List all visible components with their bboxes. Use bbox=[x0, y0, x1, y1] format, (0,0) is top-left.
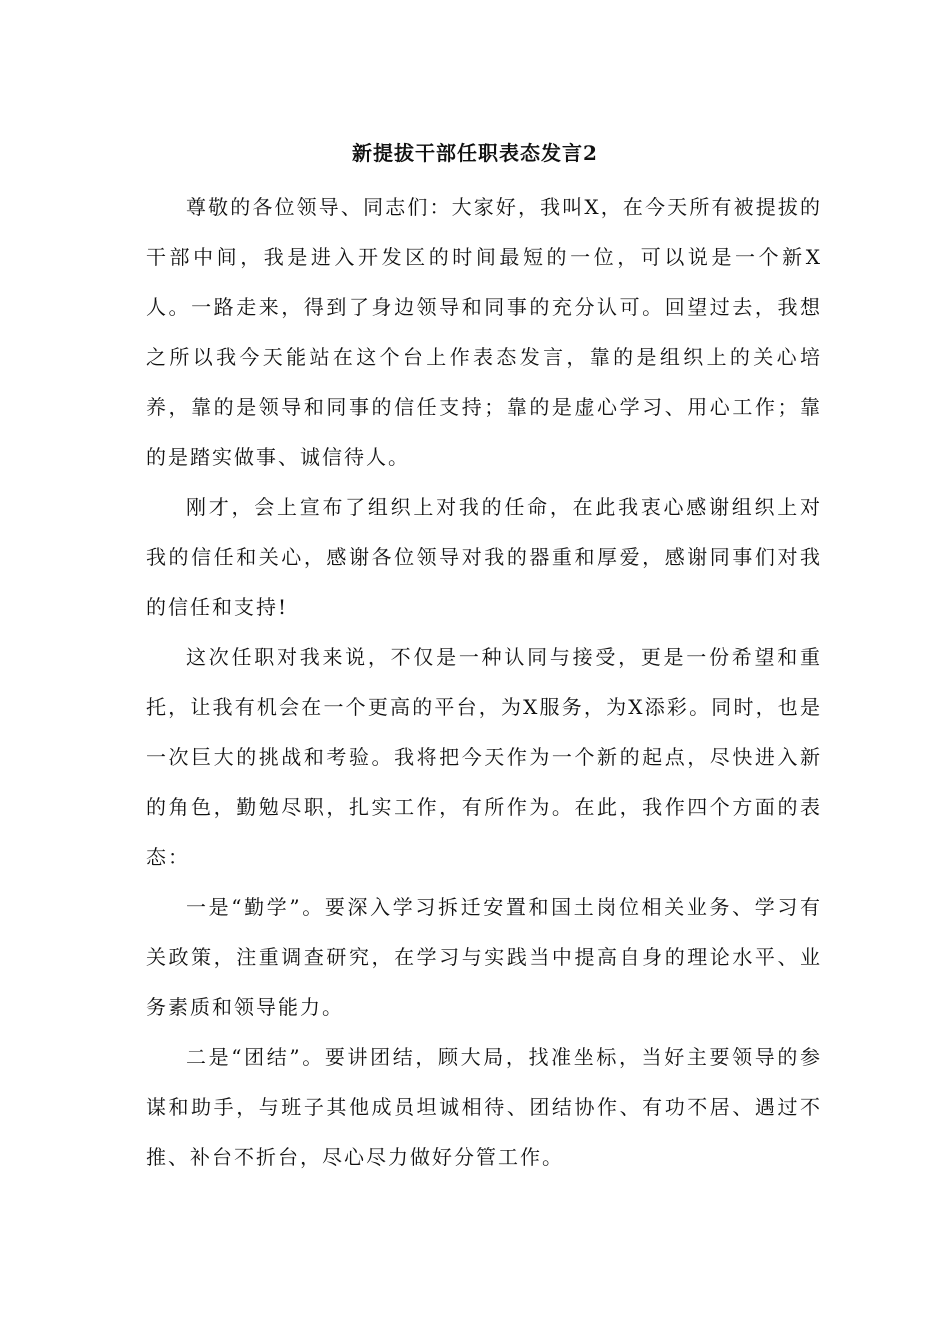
paragraph-point-unity: 二是“团结”。要讲团结，顾大局，找准坐标，当好主要领导的参谋和助手，与班子其他成员坦诚相待、团结协作、有功不居、遇过不推、补台不折台，尽心尽力做好分管工作。 bbox=[146, 1045, 822, 1169]
document-title: 新提拔干部任职表态发言2 bbox=[352, 141, 598, 165]
paragraph-commitment: 这次任职对我来说，不仅是一种认同与接受，更是一份希望和重托，让我有机会在一个更高的平台，为X服务，为X添彩。同时，也是一次巨大的挑战和考验。我将把今天作为一个新的起点，尽快进入新的角色，勤勉尽职，扎实工作，有所作为。在此，我作四个方面的表态： bbox=[146, 645, 822, 869]
document-body bbox=[146, 182, 822, 1182]
paragraph-point-study: 一是“勤学”。要深入学习拆迁安置和国土岗位相关业务、学习有关政策，注重调查研究，在学习与实践当中提高自身的理论水平、业务素质和领导能力。 bbox=[146, 895, 822, 1019]
paragraph-greeting: 尊敬的各位领导、同志们：大家好，我叫X，在今天所有被提拔的干部中间，我是进入开发区的时间最短的一位，可以说是一个新X人。一路走来，得到了身边领导和同事的充分认可。回望过去，我想之所以我今天能站在这个台上作表态发言，靠的是组织上的关心培养，靠的是领导和同事的信任支持；靠的是虚心学习、用心工作；靠的是踏实做事、诚信待人。 bbox=[146, 195, 822, 469]
paragraph-thanks: 刚才，会上宣布了组织上对我的任命，在此我衷心感谢组织上对我的信任和关心，感谢各位领导对我的器重和厚爱，感谢同事们对我的信任和支持! bbox=[146, 495, 822, 619]
